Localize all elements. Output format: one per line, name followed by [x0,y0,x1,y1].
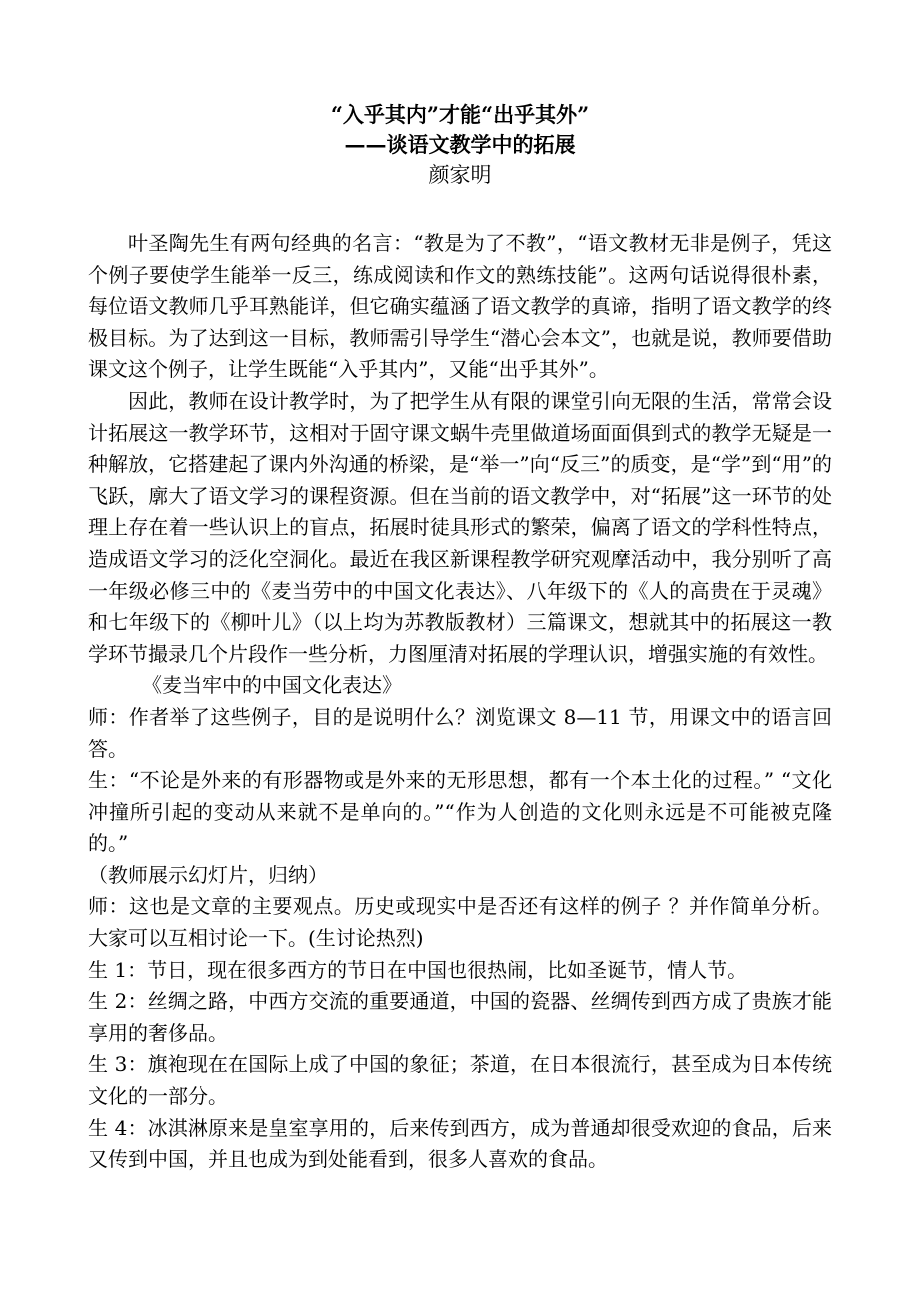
dialogue-line: （教师展示幻灯片，归纳） [88,862,328,887]
dialogue-line: 生 4：冰淇淋原来是皇室享用的，后来传到西方，成为普通却很受欢迎的食品，后来又传到中国，并且也成为到处能看到，很多人喜欢的食品。 [88,1115,832,1172]
dialogue-line: 生 2：丝绸之路，中西方交流的重要通道，中国的瓷器、丝绸传到西方成了贵族才能享用的奢侈品。 [88,989,832,1045]
article-body [88,228,832,1176]
paragraph: 叶圣陶先生有两句经典的名言：“教是为了不教”，“语文教材无非是例子，凭这个例子要使学生能举一反三，练成阅读和作文的熟练技能”。这两句话说得很朴素，每位语文教师几乎耳熟能详，但它确实蕴涵了语文教学的真谛，指明了语文教学的终极目标。为了达到这一目标，教师需引导学生“潜心会本文”，也就是说，教师要借助课文这个例子，让学生既能“入乎其内”，又能“出乎其外”。 [88,231,832,382]
page-subtitle: ——谈语文教学中的拓展 [344,132,576,157]
paragraph: 因此，教师在设计教学时，为了把学生从有限的课堂引向无限的生活，常常会设计拓展这一教学环节，这相对于固守课文蜗牛壳里做道场面面俱到式的教学无疑是一种解放，它搭建起了课内外沟通的桥梁，是“举一”向“反三”的质变，是“学”到“用”的飞跃，廓大了语文学习的课程资源。但在当前的语文教学中，对“拓展”这一环节的处理上存在着一些认识上的盲点，拓展时徒具形式的繁荣，偏离了语文的学科性特点，造成语文学习的泛化空洞化。最近在我区新课程教学研究观摩活动中，我分别听了高一年级必修三中的《麦当劳中的中国文化表达》、八年级下的《人的高贵在于灵魂》和七年级下的《柳叶儿》（以上均为苏教版教材）三篇课文，想就其中的拓展这一教学环节撮录几个片段作一些分析，力图厘清对拓展的学理认识，增强实施的有效性。 [88,388,832,666]
title-block [88,100,832,190]
dialogue-line: 生：“不论是外来的有形器物或是外来的无形思想，都有一个本土化的过程。” “文化冲撞所引起的变动从来就不是单向的。”“作为人创造的文化则永远是不可能被克隆的。” [88,768,832,856]
dialogue-line: 生 1：节日，现在很多西方的节日在中国也很热闹，比如圣诞节，情人节。 [88,957,748,982]
author-name: 颜家明 [428,163,492,187]
lesson-title: 《麦当牢中的中国文化表达》 [142,673,402,698]
dialogue-line: 生 3：旗袍现在在国际上成了中国的象征；茶道，在日本很流行，甚至成为日本传统文化的一部分。 [88,1052,832,1109]
dialogue-line: 师：这也是文章的主要观点。历史或现实中是否还有这样的例子 ？并作简单分析。大家可以互相讨论一下。(生讨论热烈) [88,894,832,951]
dialogue-line: 师：作者举了这些例子，目的是说明什么？浏览课文 8—11 节，用课文中的语言回答。 [88,704,832,761]
page-title: “入乎其内”才能“出乎其外” [330,102,590,127]
document-page [88,100,832,1176]
